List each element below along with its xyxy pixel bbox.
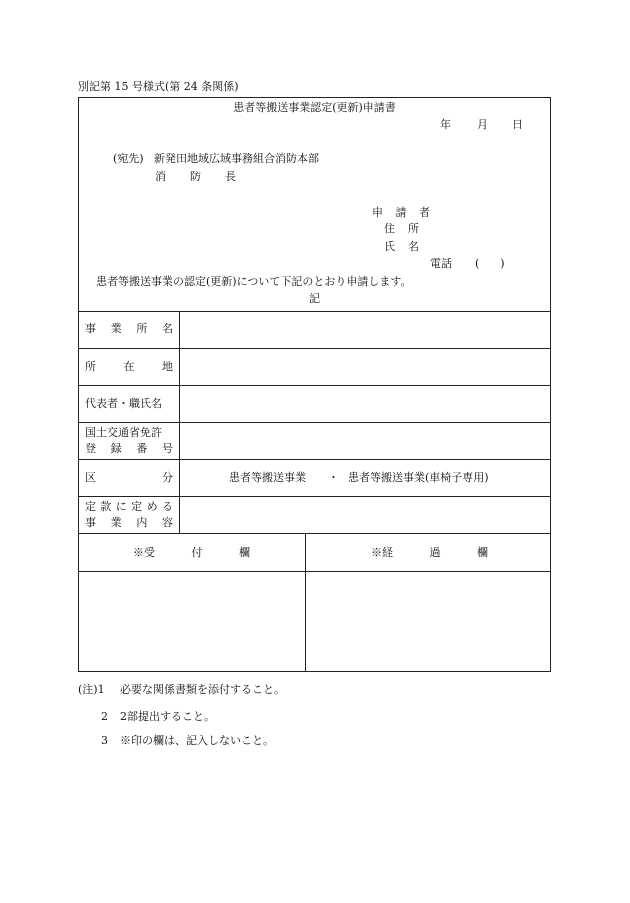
note-3-text: ※印の欄は、記入しないこと。 (120, 734, 274, 747)
category-value-wheelchair: 患者等搬送事業(車椅子専用) (348, 471, 489, 484)
note-3-number: 3 (101, 734, 108, 747)
reception-column-header: ※受 付 欄 (133, 546, 250, 559)
applicant-phone-label: 電話 (430, 257, 452, 270)
table-line (78, 311, 551, 312)
addressee-chief: 消 防 長 (155, 170, 236, 183)
row-label-representative: 代表者・職氏名 (85, 397, 162, 410)
note-2-number: 2 (101, 710, 108, 723)
ki-label: 記 (309, 292, 320, 305)
addressee-org: 新発田地域広域事務組合消防本部 (154, 152, 319, 165)
date-year: 年 (440, 118, 451, 131)
row-label-category: 区 分 (85, 471, 173, 484)
form-title: 患者等搬送事業認定(更新)申請書 (233, 101, 396, 114)
date-month: 月 (477, 118, 488, 131)
form-number: 別記第 15 号様式(第 24 条関係) (78, 80, 239, 93)
row-label-office-name: 事 業 所 名 (85, 322, 173, 335)
applicant-phone-paren: ( ) (475, 257, 505, 270)
row-label-business-content: 事 業 内 容 (85, 516, 173, 529)
applicant-name-label: 氏 名 (384, 240, 419, 253)
row-label-bylaws: 定 款 に 定 め る (85, 500, 173, 513)
category-separator: ・ (328, 471, 339, 484)
progress-column-header: ※経 過 欄 (371, 546, 488, 559)
table-line (78, 459, 551, 460)
addressee-label: (宛先) (113, 152, 144, 165)
label-column-divider (179, 311, 180, 533)
table-line (78, 571, 551, 572)
table-line (78, 533, 551, 534)
row-label-license: 国土交通省免許 (85, 426, 162, 439)
applicant-heading: 申 請 者 (372, 206, 430, 219)
date-day: 日 (512, 118, 523, 131)
category-value-standard: 患者等搬送事業 (229, 471, 306, 484)
footer-column-divider (305, 533, 306, 672)
note-2-text: 2部提出すること。 (120, 710, 215, 723)
table-line (78, 422, 551, 423)
application-statement: 患者等搬送事業の認定(更新)について下記のとおり申請します。 (96, 275, 412, 288)
row-label-location: 所 在 地 (85, 360, 173, 373)
table-line (78, 385, 551, 386)
row-label-registration-number: 登 録 番 号 (85, 442, 173, 455)
table-line (78, 496, 551, 497)
applicant-address-label: 住 所 (384, 222, 419, 235)
table-line (78, 348, 551, 349)
note-1-text: 必要な関係書類を添付すること。 (120, 683, 285, 696)
note-1-number: (注)1 (78, 683, 105, 696)
